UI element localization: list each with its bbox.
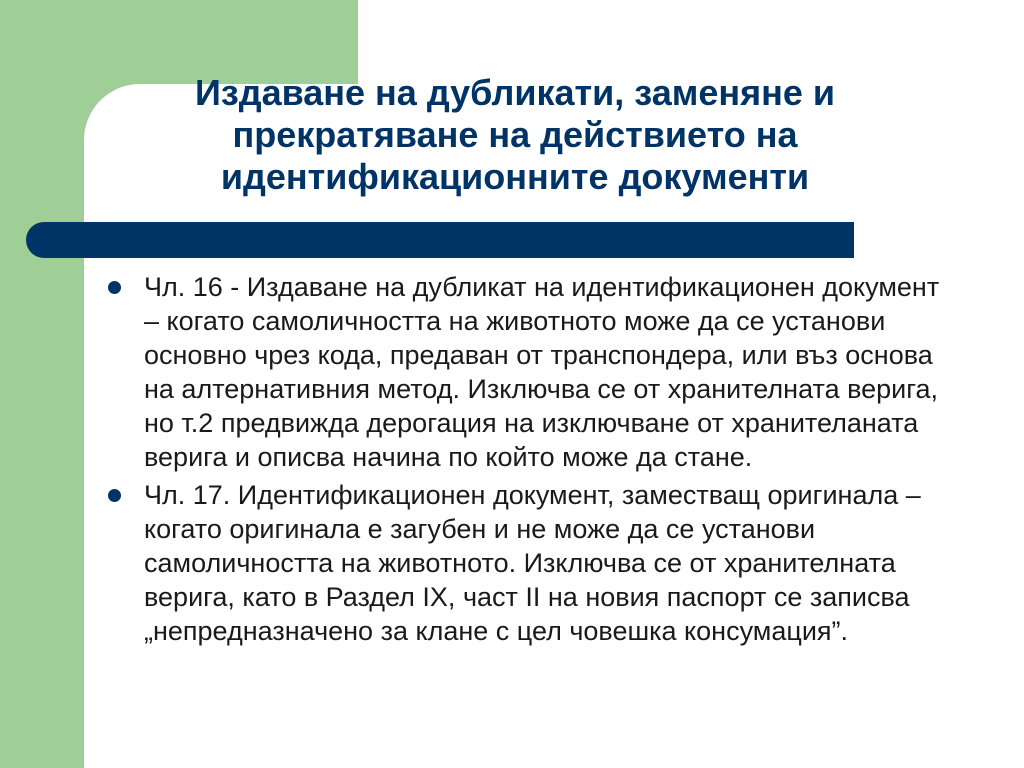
bullet-text: Чл. 17. Идентификационен документ, заместващ оригинала – когато оригинала е загубен и не може да се установи самоличността на животното. Изключва се от хранителната верига, като в Раздел IX, част II на новия паспорт се записва „непредназначено за клане с цел човешка консумация”.: [144, 480, 921, 646]
slide-title: Издаване на дубликати, заменяне и прекратяване на действието на идентификационните документи: [194, 72, 836, 197]
bullet-item-art-16: [100, 270, 940, 474]
bullet-dot-icon: [108, 489, 121, 502]
bullet-dot-icon: [108, 281, 121, 294]
bullet-text: Чл. 16 - Издаване на дубликат на идентификационен документ – когато самоличността на животното може да се установи основно чрез кода, предаван от транспондера, или въз основа на алтернативния метод. Изключва се от хранителната верига, но т.2 предвижда дерогация на изключване от хранителаната верига и описва начина по който може да стане.: [144, 272, 940, 472]
title-underline-bar: [26, 222, 854, 258]
bullet-list: [100, 270, 940, 652]
bullet-item-art-17: [100, 478, 940, 648]
